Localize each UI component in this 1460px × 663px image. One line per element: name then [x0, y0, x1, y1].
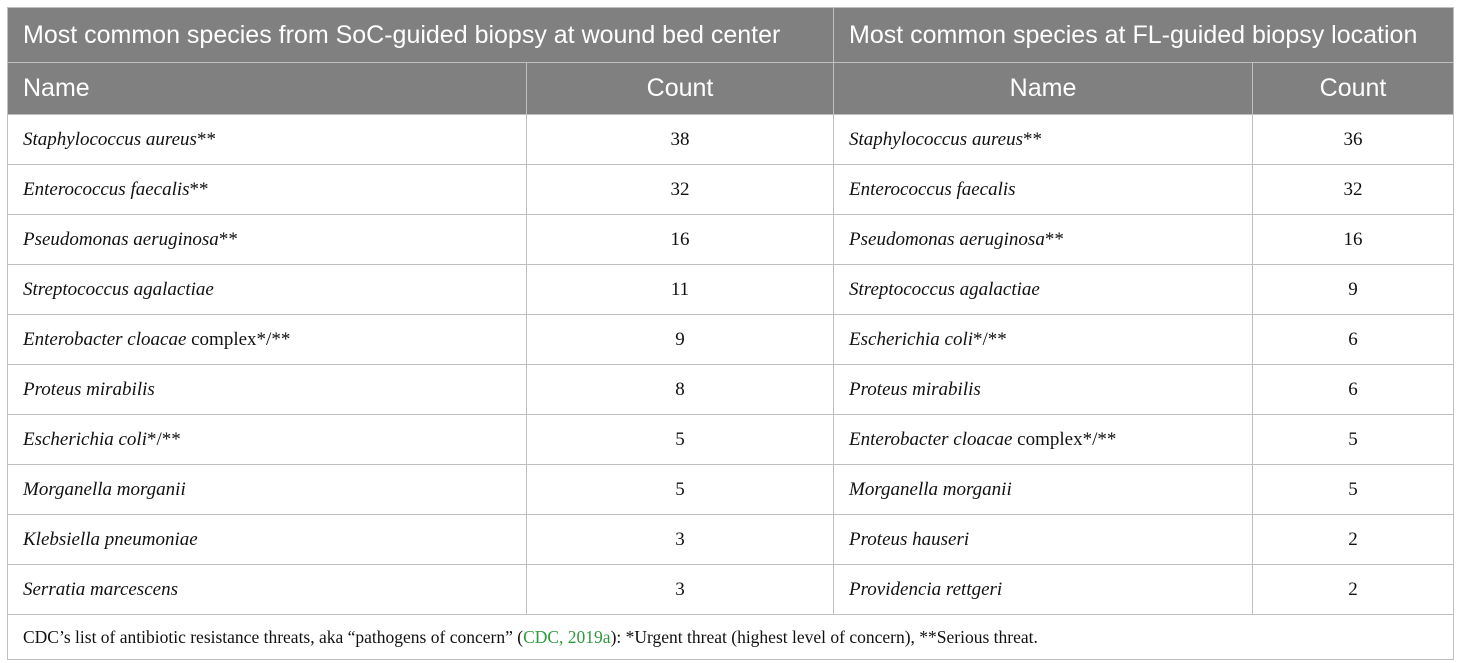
- table-row: [8, 265, 1454, 315]
- species-name: Providencia rettgeri: [849, 578, 1003, 600]
- soc-group-header: Most common species from SoC-guided biopsy at wound bed center: [8, 8, 834, 63]
- soc-count-cell: 3: [527, 515, 834, 565]
- group-header-row: [8, 8, 1454, 63]
- table-body: [8, 115, 1454, 615]
- soc-count-cell: 32: [527, 165, 834, 215]
- species-name: Morganella morganii: [849, 478, 1012, 500]
- fl-count-cell: 2: [1253, 515, 1454, 565]
- fl-count-cell: 2: [1253, 565, 1454, 615]
- threat-marker: complex*/**: [186, 328, 291, 350]
- soc-species-cell: [8, 215, 527, 265]
- soc-species-cell: [8, 365, 527, 415]
- species-name: Pseudomonas aeruginosa: [23, 228, 219, 250]
- soc-species-cell: [8, 315, 527, 365]
- soc-species-cell: [8, 115, 527, 165]
- fl-species-cell: [834, 365, 1253, 415]
- species-name: Proteus mirabilis: [23, 378, 155, 400]
- soc-count-cell: 5: [527, 415, 834, 465]
- species-name: Pseudomonas aeruginosa: [849, 228, 1045, 250]
- soc-count-cell: 9: [527, 315, 834, 365]
- fl-count-cell: 36: [1253, 115, 1454, 165]
- soc-count-header: Count: [527, 63, 834, 115]
- soc-species-cell: [8, 265, 527, 315]
- species-name: Enterococcus faecalis: [849, 178, 1016, 200]
- column-header-row: [8, 63, 1454, 115]
- species-name: Klebsiella pneumoniae: [23, 528, 198, 550]
- species-name: Morganella morganii: [23, 478, 186, 500]
- table-row: [8, 465, 1454, 515]
- fl-species-cell: [834, 315, 1253, 365]
- fl-species-cell: [834, 565, 1253, 615]
- threat-marker: **: [218, 228, 238, 250]
- fl-count-cell: 6: [1253, 365, 1454, 415]
- species-table: [7, 7, 1454, 660]
- species-name: Escherichia coli: [23, 428, 147, 450]
- fl-count-cell: 5: [1253, 465, 1454, 515]
- table-row: [8, 215, 1454, 265]
- species-name: Enterobacter cloacae: [849, 428, 1013, 450]
- threat-marker: complex*/**: [1012, 428, 1117, 450]
- fl-species-cell: [834, 515, 1253, 565]
- fl-count-cell: 5: [1253, 415, 1454, 465]
- table-row: [8, 565, 1454, 615]
- species-name: Staphylococcus aureus: [23, 128, 197, 150]
- footnote-text-before: CDC’s list of antibiotic resistance threats, aka “pathogens of concern” (: [23, 626, 524, 647]
- species-name: Enterococcus faecalis: [23, 178, 190, 200]
- species-table-container: [7, 7, 1453, 660]
- fl-count-header: Count: [1253, 63, 1454, 115]
- species-name: Proteus hauseri: [849, 528, 970, 550]
- threat-marker: */**: [147, 428, 181, 450]
- fl-count-cell: 6: [1253, 315, 1454, 365]
- threat-marker: **: [189, 178, 209, 200]
- table-row: [8, 315, 1454, 365]
- fl-species-cell: [834, 115, 1253, 165]
- table-row: [8, 165, 1454, 215]
- fl-species-cell: [834, 215, 1253, 265]
- threat-marker: **: [196, 128, 216, 150]
- fl-species-cell: [834, 415, 1253, 465]
- species-name: Escherichia coli: [849, 328, 974, 350]
- species-name: Enterobacter cloacae: [23, 328, 187, 350]
- fl-species-cell: [834, 265, 1253, 315]
- threat-marker: */**: [973, 328, 1007, 350]
- threat-marker: **: [1022, 128, 1042, 150]
- soc-count-cell: 16: [527, 215, 834, 265]
- soc-species-cell: [8, 565, 527, 615]
- soc-count-cell: 3: [527, 565, 834, 615]
- species-name: Streptococcus agalactiae: [849, 278, 1040, 300]
- footnote-row: [8, 615, 1454, 660]
- fl-species-cell: [834, 165, 1253, 215]
- footnote: [8, 615, 1454, 660]
- footnote-text-after: ): *Urgent threat (highest level of concern), **Serious threat.: [610, 626, 1038, 647]
- table-row: [8, 415, 1454, 465]
- soc-count-cell: 38: [527, 115, 834, 165]
- soc-species-cell: [8, 465, 527, 515]
- species-name: Staphylococcus aureus: [849, 128, 1023, 150]
- table-row: [8, 515, 1454, 565]
- fl-count-cell: 32: [1253, 165, 1454, 215]
- soc-species-cell: [8, 165, 527, 215]
- soc-name-header: Name: [8, 63, 527, 115]
- soc-count-cell: 11: [527, 265, 834, 315]
- species-name: Serratia marcescens: [23, 578, 178, 600]
- fl-species-cell: [834, 465, 1253, 515]
- fl-name-header: Name: [834, 63, 1253, 115]
- fl-count-cell: 16: [1253, 215, 1454, 265]
- table-row: [8, 365, 1454, 415]
- soc-species-cell: [8, 515, 527, 565]
- species-name: Proteus mirabilis: [849, 378, 981, 400]
- soc-count-cell: 8: [527, 365, 834, 415]
- fl-count-cell: 9: [1253, 265, 1454, 315]
- soc-species-cell: [8, 415, 527, 465]
- fl-group-header: Most common species at FL-guided biopsy location: [834, 8, 1454, 63]
- table-row: [8, 115, 1454, 165]
- threat-marker: **: [1044, 228, 1064, 250]
- soc-count-cell: 5: [527, 465, 834, 515]
- citation-link[interactable]: CDC, 2019a: [523, 626, 611, 647]
- species-name: Streptococcus agalactiae: [23, 278, 214, 300]
